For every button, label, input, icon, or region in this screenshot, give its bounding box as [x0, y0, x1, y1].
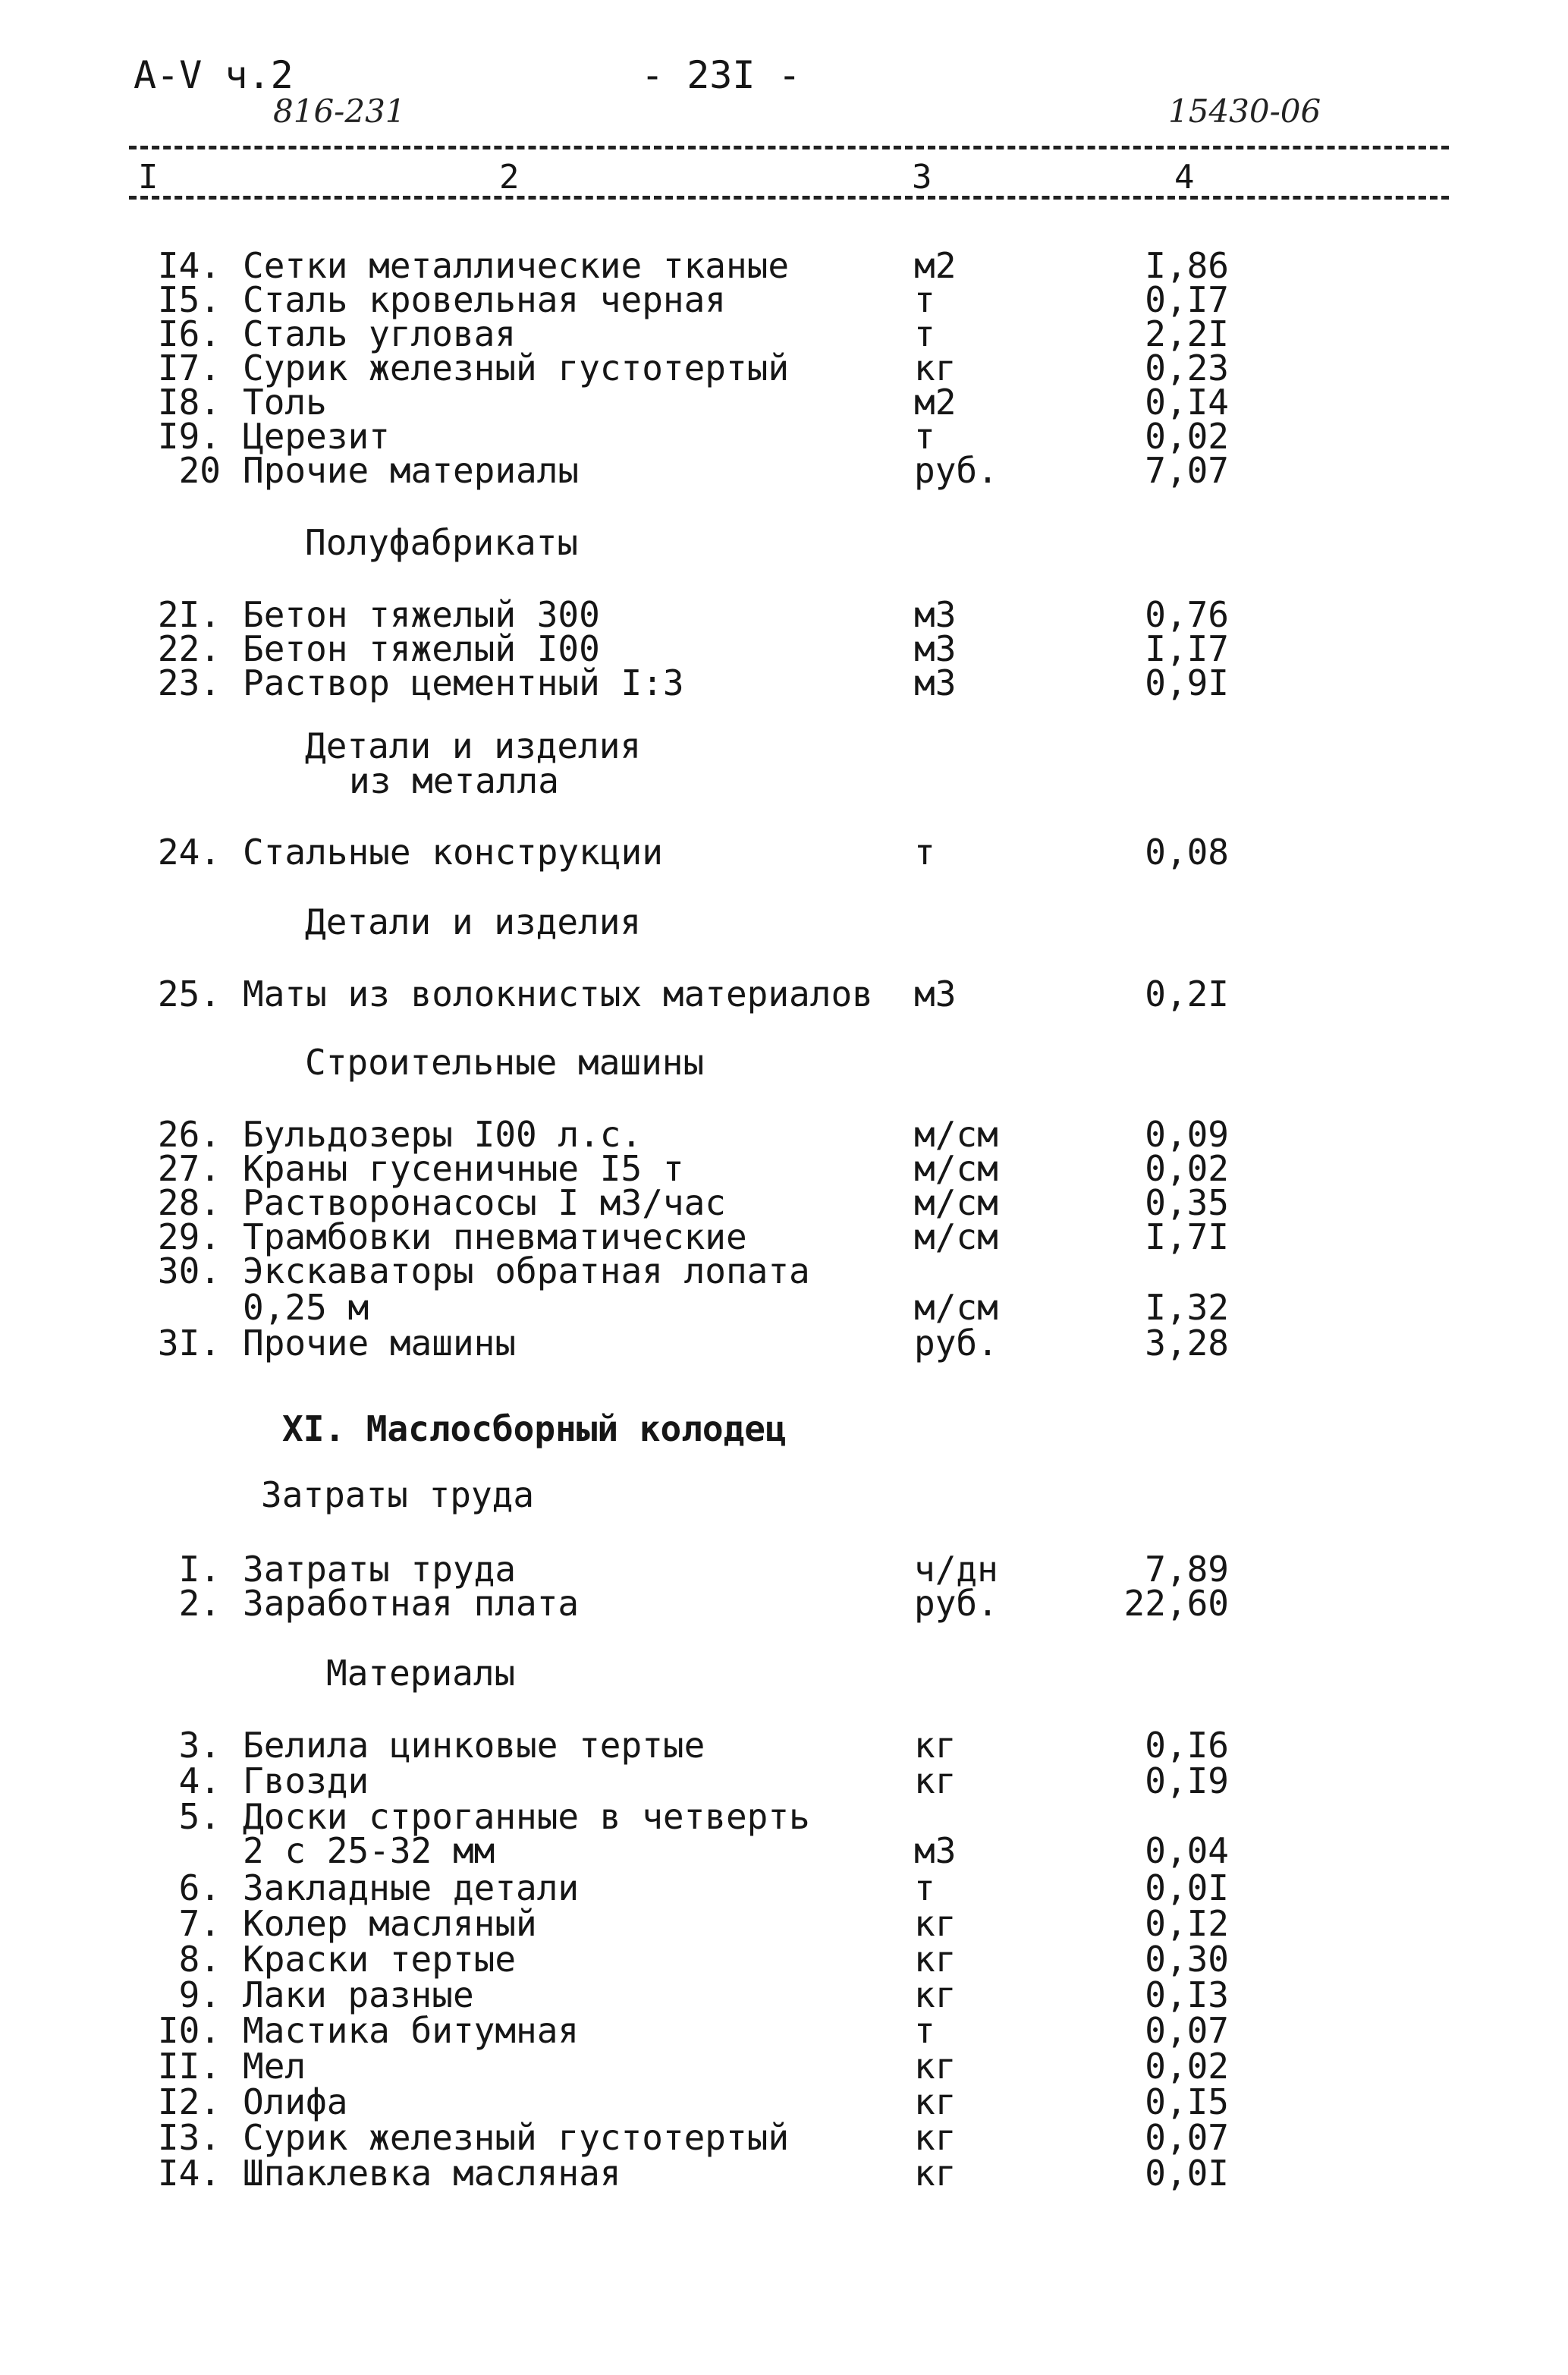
row-unit: м/см: [914, 1182, 998, 1223]
handwritten-note-right: 15430-06: [1168, 93, 1321, 130]
row-value: 0,I4: [1145, 382, 1229, 423]
row-value: 0,9I: [1145, 662, 1229, 703]
section-heading: Строительные машины: [305, 1042, 705, 1083]
table-row: [0, 833, 1568, 871]
table-row: [0, 349, 1568, 387]
table-row: [0, 1869, 1568, 1907]
table-row: [0, 596, 1568, 634]
row-name: Доски строганные в четверть: [243, 1796, 810, 1837]
row-name: Бетон тяжелый I00: [243, 628, 600, 669]
table-row: [0, 1288, 1568, 1326]
row-name: Белила цинковые тертые: [243, 1725, 705, 1766]
row-number: I0.: [157, 2010, 221, 2051]
row-value: 0,09: [1145, 1114, 1229, 1155]
row-number: 3I.: [157, 1323, 221, 1364]
table-row: [0, 1905, 1568, 1942]
row-value: 0,30: [1145, 1939, 1229, 1980]
table-row: [0, 664, 1568, 702]
row-name: Мел: [243, 2046, 306, 2087]
row-value: 0,0I: [1145, 1867, 1229, 1908]
document-code: А-V ч.2: [134, 53, 294, 97]
table-row: [0, 1252, 1568, 1290]
row-name: Лаки разные: [243, 1974, 474, 2015]
row-number: 30.: [157, 1250, 221, 1291]
row-unit: м/см: [914, 1287, 998, 1328]
row-value: 7,07: [1145, 450, 1229, 491]
row-number: I.: [178, 1549, 221, 1590]
table-row: [0, 1976, 1568, 2014]
table-row: [0, 975, 1568, 1013]
row-value: 0,08: [1145, 832, 1229, 873]
row-value: 0,02: [1145, 1148, 1229, 1189]
row-number: 5.: [178, 1796, 221, 1837]
row-number: 20: [178, 450, 221, 491]
row-number: 22.: [157, 628, 221, 669]
row-name: Бетон тяжелый 300: [243, 594, 600, 635]
section-heading: Затраты труда: [261, 1474, 535, 1515]
row-number: 9.: [178, 1974, 221, 2015]
table-row: [0, 281, 1568, 319]
row-unit: руб.: [914, 1323, 998, 1364]
row-unit: кг: [914, 1725, 957, 1766]
row-value: 0,I5: [1145, 2081, 1229, 2122]
column-number-2: 2: [499, 158, 520, 197]
row-number: 24.: [157, 832, 221, 873]
table-row: [0, 247, 1568, 285]
row-number: I7.: [157, 348, 221, 388]
row-unit: м3: [914, 1830, 957, 1871]
row-name: Стальные конструкции: [243, 832, 663, 873]
row-name: 0,25 м: [243, 1287, 369, 1328]
table-row: [0, 2154, 1568, 2192]
row-name: Сетки металлические тканые: [243, 245, 790, 286]
row-value: 0,0I: [1145, 2153, 1229, 2194]
row-number: 3.: [178, 1725, 221, 1766]
header-dashed-rule: [129, 146, 1449, 149]
row-unit: м3: [914, 594, 957, 635]
column-number-1: I: [138, 158, 159, 197]
section-heading: Детали и изделия: [305, 725, 642, 766]
row-unit: м3: [914, 628, 957, 669]
table-row: [0, 2119, 1568, 2156]
row-unit: кг: [914, 1939, 957, 1980]
row-unit: кг: [914, 2081, 957, 2122]
row-name: Маты из волокнистых материалов: [243, 974, 873, 1014]
row-unit: кг: [914, 348, 957, 388]
row-unit: м/см: [914, 1114, 998, 1155]
row-name: Краны гусеничные I5 т: [243, 1148, 684, 1189]
row-name: Гвозди: [243, 1760, 369, 1801]
row-unit: руб.: [914, 450, 998, 491]
row-unit: ч/дн: [914, 1549, 998, 1590]
table-row: [0, 630, 1568, 668]
row-value: 3,28: [1145, 1323, 1229, 1364]
row-unit: кг: [914, 2046, 957, 2087]
row-unit: м/см: [914, 1216, 998, 1257]
row-unit: кг: [914, 1974, 957, 2015]
row-value: I,86: [1145, 245, 1229, 286]
page-number: - 23I -: [641, 53, 801, 97]
row-unit: кг: [914, 1760, 957, 1801]
row-name: Затраты труда: [243, 1549, 517, 1590]
row-unit: кг: [914, 2153, 957, 2194]
row-value: I,I7: [1145, 628, 1229, 669]
row-name: Сталь кровельная черная: [243, 279, 726, 320]
table-row: [0, 1324, 1568, 1362]
table-row: [0, 1940, 1568, 1978]
row-value: 0,07: [1145, 2010, 1229, 2051]
row-name: Толь: [243, 382, 327, 423]
row-number: 26.: [157, 1114, 221, 1155]
row-number: 27.: [157, 1148, 221, 1189]
row-unit: кг: [914, 1903, 957, 1944]
row-number: 25.: [157, 974, 221, 1014]
table-row: [0, 383, 1568, 421]
table-row: [0, 2047, 1568, 2085]
row-name: Раствор цементный I:3: [243, 662, 684, 703]
row-number: 23.: [157, 662, 221, 703]
row-name: Шпаклевка масляная: [243, 2153, 621, 2194]
row-unit: т: [914, 832, 935, 873]
row-unit: кг: [914, 2117, 957, 2158]
row-number: 2I.: [157, 594, 221, 635]
row-name: Прочие материалы: [243, 450, 580, 491]
row-number: I3.: [157, 2117, 221, 2158]
row-name: Сурик железный густотертый: [243, 348, 790, 388]
row-value: 22,60: [1123, 1583, 1229, 1624]
row-unit: т: [914, 279, 935, 320]
row-number: I9.: [157, 416, 221, 457]
row-unit: м2: [914, 245, 957, 286]
row-value: 0,23: [1145, 348, 1229, 388]
row-value: 7,89: [1145, 1549, 1229, 1590]
column-dashed-rule: [129, 196, 1449, 200]
row-number: I8.: [157, 382, 221, 423]
row-name: Колер масляный: [243, 1903, 537, 1944]
row-name: Церезит: [243, 416, 390, 457]
table-row: [0, 1762, 1568, 1800]
section-heading: Детали и изделия: [305, 901, 642, 942]
chapter-heading: XI. Маслосборный колодец: [282, 1408, 787, 1449]
row-name: Трамбовки пневматические: [243, 1216, 747, 1257]
row-unit: руб.: [914, 1583, 998, 1624]
row-name: Растворонасосы I м3/час: [243, 1182, 726, 1223]
table-row: [0, 1798, 1568, 1836]
row-value: 0,04: [1145, 1830, 1229, 1871]
row-number: 7.: [178, 1903, 221, 1944]
row-value: 0,I3: [1145, 1974, 1229, 2015]
row-number: I4.: [157, 2153, 221, 2194]
row-value: 0,I7: [1145, 279, 1229, 320]
row-number: 2.: [178, 1583, 221, 1624]
row-number: I2.: [157, 2081, 221, 2122]
row-number: 28.: [157, 1182, 221, 1223]
row-name: Олифа: [243, 2081, 348, 2122]
row-value: 0,I9: [1145, 1760, 1229, 1801]
row-number: 8.: [178, 1939, 221, 1980]
row-number: II.: [157, 2046, 221, 2087]
table-row: [0, 1184, 1568, 1222]
row-name: 2 с 25-32 мм: [243, 1830, 495, 1871]
row-value: 0,02: [1145, 2046, 1229, 2087]
row-value: I,7I: [1145, 1216, 1229, 1257]
row-name: Прочие машины: [243, 1323, 517, 1364]
row-number: I4.: [157, 245, 221, 286]
row-unit: м3: [914, 974, 957, 1014]
row-name: Сурик железный густотертый: [243, 2117, 790, 2158]
row-value: 0,I2: [1145, 1903, 1229, 1944]
row-value: 0,76: [1145, 594, 1229, 635]
row-number: 4.: [178, 1760, 221, 1801]
row-name: Мастика битумная: [243, 2010, 580, 2051]
row-number: 6.: [178, 1867, 221, 1908]
row-name: Закладные детали: [243, 1867, 580, 1908]
row-name: Заработная плата: [243, 1583, 580, 1624]
row-unit: т: [914, 1867, 935, 1908]
row-value: 0,35: [1145, 1182, 1229, 1223]
row-name: Краски тертые: [243, 1939, 517, 1980]
row-value: 2,2I: [1145, 313, 1229, 354]
row-number: I5.: [157, 279, 221, 320]
section-heading: Полуфабрикаты: [305, 522, 579, 563]
row-value: 0,2I: [1145, 974, 1229, 1014]
table-row: [0, 1726, 1568, 1764]
table-row: [0, 1550, 1568, 1588]
row-unit: м3: [914, 662, 957, 703]
row-number: 29.: [157, 1216, 221, 1257]
row-name: Сталь угловая: [243, 313, 517, 354]
row-unit: т: [914, 416, 935, 457]
section-heading-line2: из металла: [349, 760, 559, 801]
row-unit: м/см: [914, 1148, 998, 1189]
section-heading: Материалы: [326, 1653, 516, 1694]
row-value: 0,02: [1145, 416, 1229, 457]
row-unit: т: [914, 313, 935, 354]
table-row: [0, 1150, 1568, 1188]
table-row: [0, 2083, 1568, 2121]
row-number: I6.: [157, 313, 221, 354]
handwritten-note-left: 816-231: [273, 93, 406, 130]
row-unit: м2: [914, 382, 957, 423]
column-number-3: 3: [912, 158, 932, 197]
table-row: [0, 1832, 1568, 1870]
row-name: Бульдозеры I00 л.с.: [243, 1114, 643, 1155]
table-row: [0, 1115, 1568, 1153]
table-row: [0, 2012, 1568, 2049]
table-row: [0, 451, 1568, 489]
column-number-4: 4: [1174, 158, 1195, 197]
row-value: 0,I6: [1145, 1725, 1229, 1766]
table-row: [0, 417, 1568, 455]
row-value: I,32: [1145, 1287, 1229, 1328]
table-row: [0, 1584, 1568, 1622]
row-unit: т: [914, 2010, 935, 2051]
row-value: 0,07: [1145, 2117, 1229, 2158]
row-name: Экскаваторы обратная лопата: [243, 1250, 810, 1291]
